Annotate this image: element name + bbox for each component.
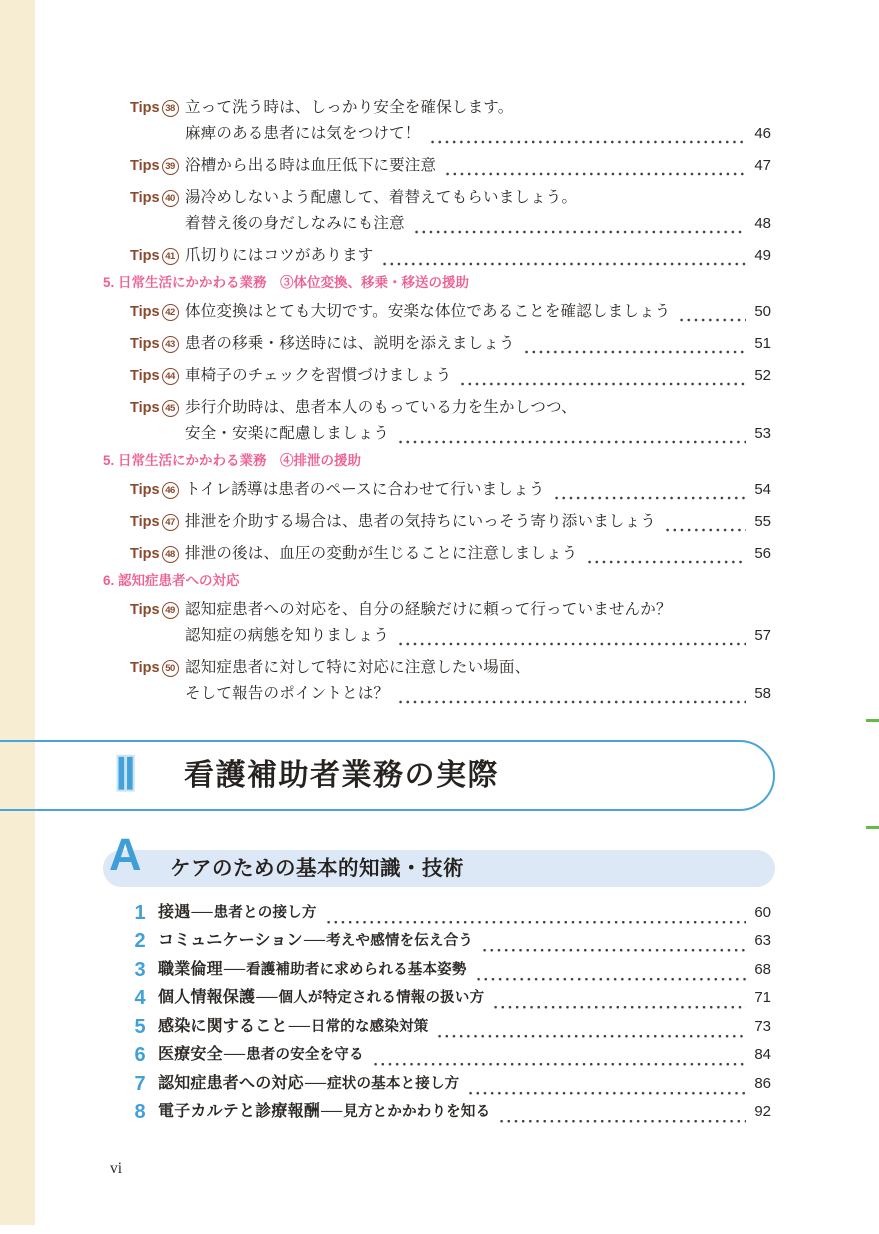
toc-group: [103, 275, 771, 447]
tips-title-line: [185, 421, 771, 447]
chapter-title: [158, 984, 484, 1012]
trim-mark-top: [866, 719, 879, 722]
chapter-title: [158, 1098, 490, 1126]
toc-section-header: 5. 日常生活にかかわる業務 ③体位変換、移乗・移送の援助: [103, 275, 470, 290]
chapter-number: 4: [134, 987, 146, 1010]
chapter-title: [158, 1041, 364, 1069]
tips-label: [103, 243, 185, 269]
tips-circled-number: 50: [162, 660, 179, 677]
chapter-number: 2: [134, 930, 146, 953]
tips-entry: [103, 395, 771, 447]
tips-word: Tips: [130, 660, 160, 676]
tips-title-text: 認知症患者への対応を、自分の経験だけに頼って行っていませんか？: [185, 601, 672, 618]
tips-label: [103, 153, 185, 179]
chapter-title: [158, 927, 473, 955]
tips-circled-number: 47: [162, 514, 179, 531]
tips-word: Tips: [130, 400, 160, 416]
tips-circled-number: 48: [162, 546, 179, 563]
page-number: 63: [754, 932, 771, 950]
tips-entry-body: [185, 395, 771, 447]
chapter-title-main: 職業倫理: [158, 960, 223, 978]
tips-label: [103, 299, 185, 325]
tips-title-text: 麻痺のある患者には気をつけて！: [185, 125, 421, 142]
tips-title-text: トイレ誘導は患者のペースに合わせて行いましょう: [185, 481, 545, 498]
toc-group: [103, 95, 771, 269]
chapter-row: [131, 1013, 771, 1041]
chapter-title-main: 個人情報保護: [158, 989, 256, 1007]
tips-entry: [103, 477, 771, 503]
tips-title-text: 認知症の病態を知りましょう: [185, 627, 390, 644]
section-a-letter: A: [109, 829, 142, 880]
page-number: 86: [754, 1074, 771, 1092]
tips-label: [103, 477, 185, 503]
chapter-title-main: 接遇: [158, 904, 191, 921]
chapter-title-dash: ──: [223, 960, 246, 978]
tips-circled-number: 46: [162, 482, 179, 499]
tips-circled-number: 39: [162, 158, 179, 175]
chapter-title-sub: 患者との接し方: [213, 905, 317, 921]
toc-section-header: 6. 認知症患者への対応: [103, 573, 240, 588]
chapter-title-sub: 個人が特定される情報の扱い方: [278, 990, 485, 1007]
dot-leader: [479, 927, 746, 955]
chapter-row: [131, 1041, 771, 1069]
tips-title-text: 体位変換はとても大切です。安楽な体位であることを確認しましょう: [185, 303, 671, 320]
dot-leader: [442, 153, 746, 179]
left-margin-band: [0, 0, 35, 1225]
dot-leader: [395, 421, 746, 447]
tips-label: [103, 597, 185, 649]
tips-entry: [103, 299, 771, 325]
tips-entry: [103, 541, 771, 567]
tips-word: Tips: [130, 514, 160, 530]
dot-leader: [395, 681, 746, 707]
tips-circled-number: 49: [162, 602, 179, 619]
chapter-number: 3: [134, 958, 146, 981]
page-number: 54: [754, 481, 771, 498]
tips-entry: [103, 655, 771, 707]
toc-group: [103, 573, 771, 707]
tips-entry-body: [185, 363, 771, 389]
chapter-title-sub: 症状の基本と接し方: [327, 1075, 460, 1092]
section-a-title: ケアのための基本的知識・技術: [170, 857, 464, 880]
dot-leader: [323, 899, 746, 927]
page-number: 52: [754, 367, 771, 384]
tips-title-text: 浴槽から出る時は血圧低下に要注意: [185, 157, 437, 174]
tips-entry: [103, 243, 771, 269]
tips-title-text: 患者の移乗・移送時には、説明を添えましょう: [185, 335, 515, 352]
tips-entry-body: [185, 541, 771, 567]
chapter-title-sub: 考えや感情を伝え合う: [326, 933, 474, 950]
tips-entry: [103, 153, 771, 179]
chapter-title-dash: ──: [288, 1017, 310, 1035]
dot-leader: [379, 243, 746, 269]
tips-title-line: [185, 681, 771, 707]
tips-title-text: 排泄の後は、血圧の変動が生じることに注意しましょう: [185, 545, 578, 562]
tips-circled-number: 43: [162, 336, 179, 353]
page-number: 49: [754, 247, 771, 264]
tips-title-text: 立って洗う時は、しっかり安全を確保します。: [185, 99, 514, 116]
tips-entry: [103, 331, 771, 357]
tips-title-text: 安全・安楽に配慮しましょう: [185, 425, 390, 442]
dot-leader: [584, 541, 746, 567]
dot-leader: [496, 1098, 746, 1126]
tips-word: Tips: [130, 304, 160, 320]
dot-leader: [551, 477, 746, 503]
tips-label: [103, 541, 185, 567]
part-2-numeral: Ⅱ: [115, 751, 137, 799]
chapter-title: [158, 1013, 428, 1041]
tips-word: Tips: [130, 158, 160, 174]
chapter-title-sub: 見方とかかわりを知る: [343, 1104, 491, 1121]
chapter-list: [131, 899, 771, 1127]
page-number: 57: [754, 627, 771, 644]
dot-leader: [676, 299, 746, 325]
tips-toc-list: [103, 95, 771, 713]
chapter-title-dash: ──: [223, 1046, 246, 1064]
tips-word: Tips: [130, 368, 160, 384]
tips-title-line: [185, 541, 771, 567]
trim-mark-bottom: [866, 826, 879, 829]
dot-leader: [370, 1041, 746, 1069]
page-number: 58: [754, 685, 771, 702]
page-number: 84: [754, 1046, 771, 1064]
tips-label: [103, 395, 185, 447]
tips-label: [103, 331, 185, 357]
chapter-row: [131, 1070, 771, 1098]
tips-title-line: [185, 331, 771, 357]
chapter-title-sub: 患者の安全を守る: [246, 1047, 364, 1064]
tips-entry: [103, 95, 771, 147]
tips-entry-body: [185, 331, 771, 357]
part-2-title: 看護補助者業務の実際: [184, 759, 499, 792]
tips-entry: [103, 363, 771, 389]
tips-entry-body: [185, 243, 771, 269]
tips-circled-number: 45: [162, 400, 179, 417]
tips-entry-body: [185, 655, 771, 707]
page-number: 73: [754, 1017, 771, 1035]
chapter-title-dash: ──: [303, 932, 326, 950]
tips-entry-body: [185, 597, 771, 649]
chapter-title-dash: ──: [256, 989, 278, 1007]
chapter-title: [158, 1070, 459, 1098]
tips-entry: [103, 597, 771, 649]
chapter-number: 6: [134, 1044, 146, 1067]
chapter-number: 8: [134, 1101, 146, 1124]
tips-title-line: [185, 395, 771, 421]
tips-circled-number: 40: [162, 190, 179, 207]
chapter-title-dash: ──: [321, 1103, 343, 1121]
tips-label: [103, 509, 185, 535]
dot-leader: [662, 509, 746, 535]
tips-title-line: [185, 211, 771, 237]
tips-entry-body: [185, 299, 771, 325]
tips-title-line: [185, 299, 771, 325]
tips-word: Tips: [130, 190, 160, 206]
dot-leader: [521, 331, 746, 357]
dot-leader: [490, 984, 746, 1012]
chapter-number: 7: [134, 1072, 146, 1095]
tips-title-text: 歩行介助時は、患者本人のもっている力を生かしつつ、: [185, 399, 577, 416]
tips-word: Tips: [130, 482, 160, 498]
tips-word: Tips: [130, 546, 160, 562]
chapter-row: [131, 984, 771, 1012]
tips-title-line: [185, 597, 771, 623]
tips-title-line: [185, 623, 771, 649]
tips-entry: [103, 509, 771, 535]
chapter-number: 1: [134, 902, 146, 924]
tips-title-line: [185, 243, 771, 269]
chapter-title-dash: ──: [304, 1074, 327, 1092]
tips-title-line: [185, 509, 771, 535]
chapter-row: [131, 956, 771, 984]
tips-entry-body: [185, 153, 771, 179]
page-number: 48: [754, 215, 771, 232]
tips-circled-number: 41: [162, 248, 179, 265]
tips-title-line: [185, 121, 771, 147]
dot-leader: [457, 363, 746, 389]
tips-label: [103, 185, 185, 237]
tips-title-line: [185, 363, 771, 389]
page-number: 50: [754, 303, 771, 320]
dot-leader: [473, 956, 746, 984]
tips-title-line: [185, 95, 771, 121]
tips-word: Tips: [130, 336, 160, 352]
chapter-title-main: 感染に関すること: [158, 1017, 288, 1035]
chapter-number: 5: [134, 1015, 146, 1038]
chapter-row: [131, 1098, 771, 1126]
tips-entry-body: [185, 509, 771, 535]
page-number: 56: [754, 545, 771, 562]
tips-title-line: [185, 655, 771, 681]
tips-title-text: 爪切りにはコツがあります: [185, 247, 374, 264]
tips-label: [103, 363, 185, 389]
part-2-banner: [0, 740, 775, 811]
dot-leader: [395, 623, 746, 649]
tips-label: [103, 95, 185, 147]
chapter-title-sub: 看護補助者に求められる基本姿勢: [246, 961, 467, 978]
tips-title-text: 湯冷めしないよう配慮して、着替えてもらいましょう。: [185, 189, 578, 206]
chapter-row: [131, 899, 771, 927]
chapter-title-main: 電子カルテと診療報酬: [158, 1103, 321, 1121]
page-folio: vi: [110, 1160, 123, 1177]
tips-title-line: [185, 185, 771, 211]
tips-word: Tips: [130, 100, 160, 116]
chapter-title: [158, 899, 317, 927]
tips-entry-body: [185, 95, 771, 147]
page-number: 92: [754, 1103, 771, 1121]
tips-entry: [103, 185, 771, 237]
page-number: 47: [754, 157, 771, 174]
tips-title-text: そして報告のポイントとは？: [185, 685, 390, 702]
tips-entry-body: [185, 185, 771, 237]
chapter-title-main: 医療安全: [158, 1046, 223, 1064]
tips-entry-body: [185, 477, 771, 503]
page-number: 51: [754, 335, 771, 352]
page-number: 46: [754, 125, 771, 142]
dot-leader: [434, 1013, 746, 1041]
toc-group: [103, 453, 771, 567]
page-number: 60: [754, 904, 771, 921]
tips-title-line: [185, 477, 771, 503]
tips-title-text: 排泄を介助する場合は、患者の気持ちにいっそう寄り添いましょう: [185, 513, 657, 530]
tips-circled-number: 38: [162, 100, 179, 117]
tips-title-line: [185, 153, 771, 179]
chapter-title-main: コミュニケーション: [158, 932, 303, 950]
tips-word: Tips: [130, 602, 160, 618]
toc-section-header: 5. 日常生活にかかわる業務 ④排泄の援助: [103, 453, 362, 468]
dot-leader: [465, 1070, 746, 1098]
tips-label: [103, 655, 185, 707]
tips-word: Tips: [130, 248, 160, 264]
page-number: 68: [754, 960, 771, 978]
tips-title-text: 着替え後の身だしなみにも注意: [185, 215, 405, 232]
chapter-title-sub: 日常的な感染対策: [310, 1018, 429, 1035]
dot-leader: [411, 211, 746, 237]
tips-circled-number: 44: [162, 368, 179, 385]
tips-title-text: 車椅子のチェックを習慣づけましょう: [185, 367, 452, 384]
chapter-title: [158, 956, 467, 984]
tips-title-text: 認知症患者に対して特に対応に注意したい場面、: [185, 659, 531, 676]
page-number: 55: [754, 513, 771, 530]
chapter-title-main: 認知症患者への対応: [158, 1074, 304, 1092]
page-number: 71: [754, 989, 771, 1007]
chapter-title-dash: ──: [191, 904, 213, 921]
section-a-header-pill: [103, 850, 775, 887]
tips-circled-number: 42: [162, 304, 179, 321]
chapter-row: [131, 927, 771, 955]
dot-leader: [427, 121, 746, 147]
page-number: 53: [754, 425, 771, 442]
